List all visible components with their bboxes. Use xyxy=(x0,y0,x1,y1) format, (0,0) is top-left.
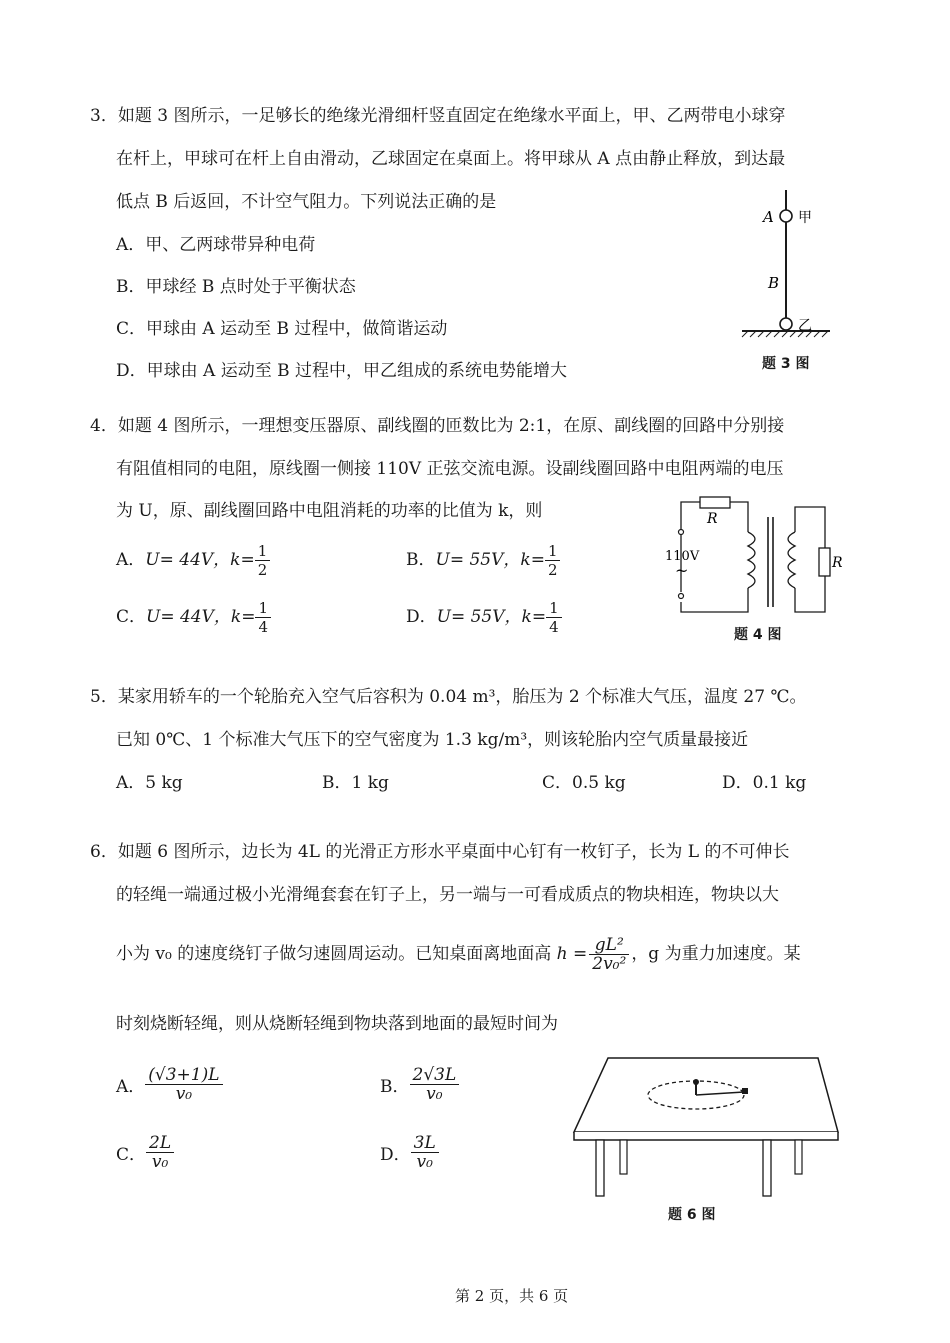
q3-option-a: A．甲、乙两球带异种电荷 xyxy=(116,235,316,255)
secondary-wire-bottom xyxy=(795,576,825,612)
q3-option-d: D．甲球由 A 运动至 B 过程中，甲乙组成的系统电势能增大 xyxy=(116,361,568,381)
q4-figure xyxy=(655,492,855,622)
q3-stem-line2: 在杆上，甲球可在杆上自由滑动，乙球固定在桌面上。将甲球从 A 点由静止释放，到达最 xyxy=(116,149,786,169)
leg-back-left xyxy=(620,1140,627,1174)
q6-figure xyxy=(570,1050,845,1200)
q4-option-d: D．U= 55V，k= $\frac{1}{4}$ xyxy=(406,598,562,636)
terminal-top xyxy=(679,530,684,535)
primary-wire-top xyxy=(730,502,748,532)
q4-option-b: B．U= 55V，k= $\frac{1}{2}$ xyxy=(406,541,560,579)
q5-stem-line1: 5．某家用轿车的一个轮胎充入空气后容积为 0.04 m³，胎压为 2 个标准大气压，温度 27 ℃。 xyxy=(90,687,807,707)
secondary-wire-top xyxy=(795,507,825,548)
leg-back-right xyxy=(795,1140,802,1174)
q6-option-c: C． $\frac{2L}{\text{v₀}}$ xyxy=(116,1134,174,1171)
q3-figure xyxy=(730,185,840,375)
q4-stem-line2: 有阻值相同的电阻，原线圈一侧接 110V 正弦交流电源。设副线圈回路中电阻两端的电压 xyxy=(116,459,784,479)
primary-wire-bottom xyxy=(681,588,748,612)
label-b: B xyxy=(768,274,780,292)
q3-option-b: B．甲球经 B 点时处于平衡状态 xyxy=(116,277,356,297)
ball-yi xyxy=(780,318,792,330)
label-source: 110V xyxy=(665,549,700,564)
block xyxy=(742,1088,748,1094)
terminal-bottom xyxy=(679,594,684,599)
q6-stem-line1: 6．如题 6 图所示，边长为 4L 的光滑正方形水平桌面中心钉有一枚钉子，长为 L 的不可伸长 xyxy=(90,842,790,862)
ball-jia xyxy=(780,210,792,222)
label-jia: 甲 xyxy=(798,210,812,226)
leg-front-right xyxy=(763,1140,771,1196)
q3-stem-line3: 低点 B 后返回，不计空气阻力。下列说法正确的是 xyxy=(116,192,497,212)
q4-option-a: A．U= 44V，k= $\frac{1}{2}$ xyxy=(116,541,270,579)
q3-option-c: C．甲球由 A 运动至 B 过程中，做简谐运动 xyxy=(116,319,448,339)
label-a: A xyxy=(763,208,774,226)
q6-stem-line4: 时刻烧断轻绳，则从烧断轻绳到物块落到地面的最短时间为 xyxy=(116,1014,558,1034)
q6-option-a: A． $\frac{(√3+1)L}{\text{v₀}}$ xyxy=(116,1066,223,1103)
q6-option-b: B． $\frac{2√3L}{\text{v₀}}$ xyxy=(380,1066,459,1103)
q6-figure-caption: 题 6 图 xyxy=(668,1207,716,1223)
q4-stem-line1: 4．如题 4 图所示，一理想变压器原、副线圈的匝数比为 2:1，在原、副线圈的回路中分别接 xyxy=(90,416,785,436)
page-footer: 第 2 页，共 6 页 xyxy=(455,1287,569,1305)
secondary-coil xyxy=(788,532,795,588)
resistor-primary xyxy=(700,497,730,508)
q4-stem-line3: 为 U，原、副线圈回路中电阻消耗的功率的比值为 k，则 xyxy=(116,501,543,521)
q6-stem-line3: 小为 v₀ 的速度绕钉子做匀速圆周运动。已知桌面离地面高 h = $\frac{\text{gL²}}{\text{2v₀²}}$ ，g 为重力加速度。某 xyxy=(116,935,801,974)
nail-head xyxy=(693,1079,699,1085)
q5-option-c: C．0.5 kg xyxy=(542,773,626,793)
q4-option-c: C．U= 44V，k= $\frac{1}{4}$ xyxy=(116,598,271,636)
label-r-primary: R xyxy=(707,511,718,527)
q6-stem-line2: 的轻绳一端通过极小光滑绳套套在钉子上，另一端与一可看成质点的物块相连，物块以大 xyxy=(116,885,779,905)
q3-figure-caption: 题 3 图 xyxy=(762,356,810,372)
q3-stem-line1: 3．如题 3 图所示，一足够长的绝缘光滑细杆竖直固定在绝缘水平面上，甲、乙两带电小球穿 xyxy=(90,106,786,126)
q4-figure-caption: 题 4 图 xyxy=(734,627,782,643)
ac-symbol: ~ xyxy=(675,561,689,580)
q5-stem-line2: 已知 0℃、1 个标准大气压下的空气密度为 1.3 kg/m³，则该轮胎内空气质量最接近 xyxy=(116,730,749,750)
q5-option-d: D．0.1 kg xyxy=(722,773,807,793)
resistor-secondary xyxy=(819,548,830,576)
primary-coil xyxy=(748,532,755,588)
table-edge xyxy=(574,1132,838,1140)
q5-option-b: B．1 kg xyxy=(322,773,389,793)
label-yi: 乙 xyxy=(798,318,812,334)
q6-option-d: D． $\frac{3L}{\text{v₀}}$ xyxy=(380,1134,439,1171)
label-r-secondary: R xyxy=(832,555,843,571)
q5-option-a: A．5 kg xyxy=(116,773,183,793)
leg-front-left xyxy=(596,1140,604,1196)
